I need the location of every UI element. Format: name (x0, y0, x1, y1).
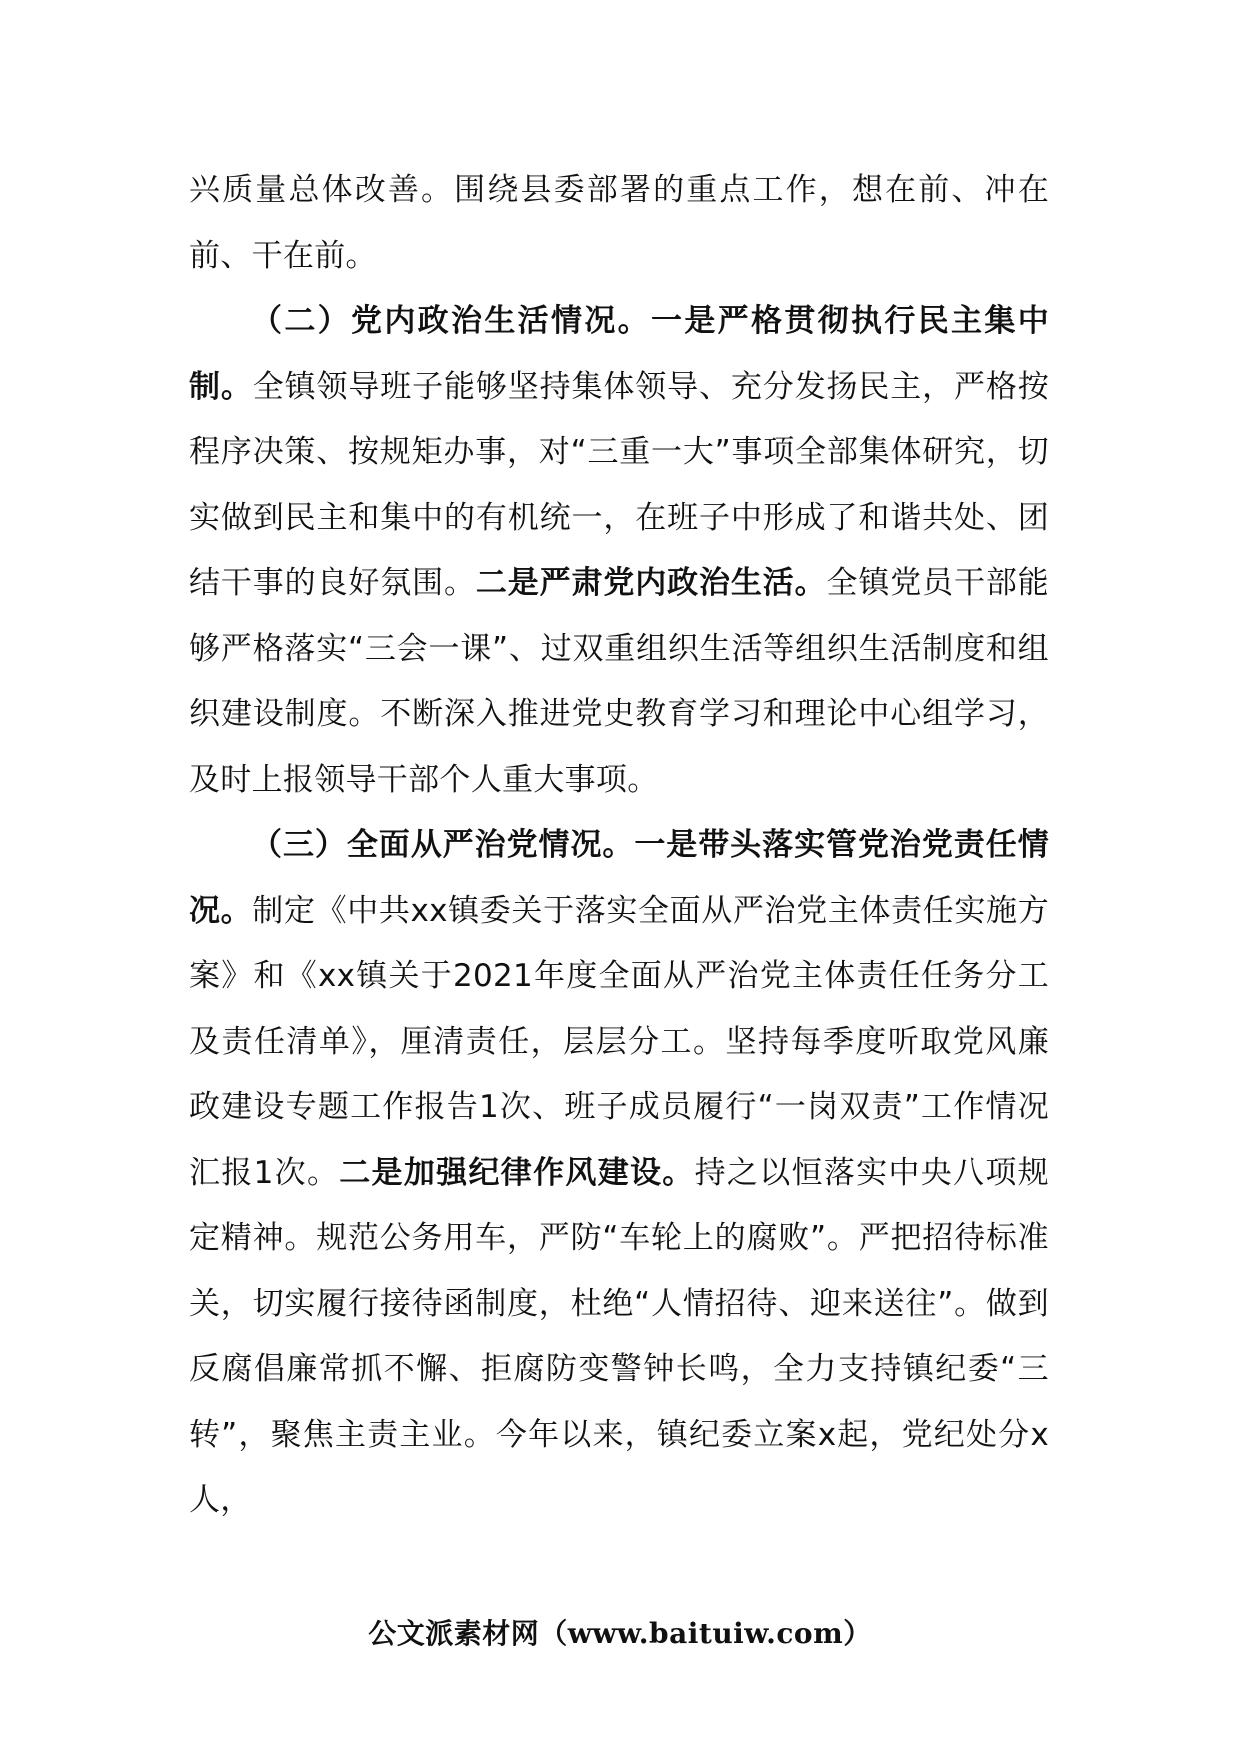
section-heading-3: （三）全面从严治党情况。一是带头落实管党治党责任情况。 (189, 827, 1049, 929)
text-run: 兴质量总体改善。围绕县委部署的重点工作，想在前、冲在前、干在前。 (189, 172, 1049, 274)
text-run: 持之以恒落实中央八项规定精神。规范公务用车，严防“车轮上的腐败”。严把招待标准关，切实履行接待函制度，杜绝“人情招待、迎来送往”。做到反腐倡廉常抓不懈、拒腐防变警钟长鸣，全力支持镇纪委“三转”，聚焦主责主业。今年以来，镇纪委立案x起，党纪处分x人， (189, 1154, 1049, 1518)
page-footer-watermark: 公文派素材网（www.baituiw.com） (368, 1617, 872, 1650)
text-run: 全镇党员干部能够严格落实“三会一课”、过双重组织生活等组织生活制度和组织建设制度。不断深入推进党史教育学习和理论中心组学习，及时上报领导干部个人重大事项。 (189, 565, 1049, 798)
document-body (189, 158, 1049, 1534)
paragraph-2-party-political-life (189, 289, 1049, 813)
paragraph-1 (189, 158, 1049, 289)
text-run: 全镇领导班子能够坚持集体领导、充分发扬民主，严格按程序决策、按规矩办事，对“三重一大”事项全部集体研究，切实做到民主和集中的有机统一，在班子中形成了和谐共处、团结干事的良好氛围。 (189, 368, 1049, 601)
text-run: 制定《中共xx镇委关于落实全面从严治党主体责任实施方案》和《xx镇关于2021年度全面从严治党主体责任任务分工及责任清单》，厘清责任，层层分工。坚持每季度听取党风廉政建设专题工作报告1次、班子成员履行“一岗双责”工作情况汇报1次。 (189, 892, 1049, 1191)
section-heading-2: （二）党内政治生活情况。一是严格贯彻执行民主集中制。 (189, 303, 1049, 405)
paragraph-3-strict-party-governance (189, 813, 1049, 1534)
point-heading: 二是加强纪律作风建设。 (339, 1154, 695, 1191)
point-heading: 二是严肃党内政治生活。 (475, 565, 827, 601)
